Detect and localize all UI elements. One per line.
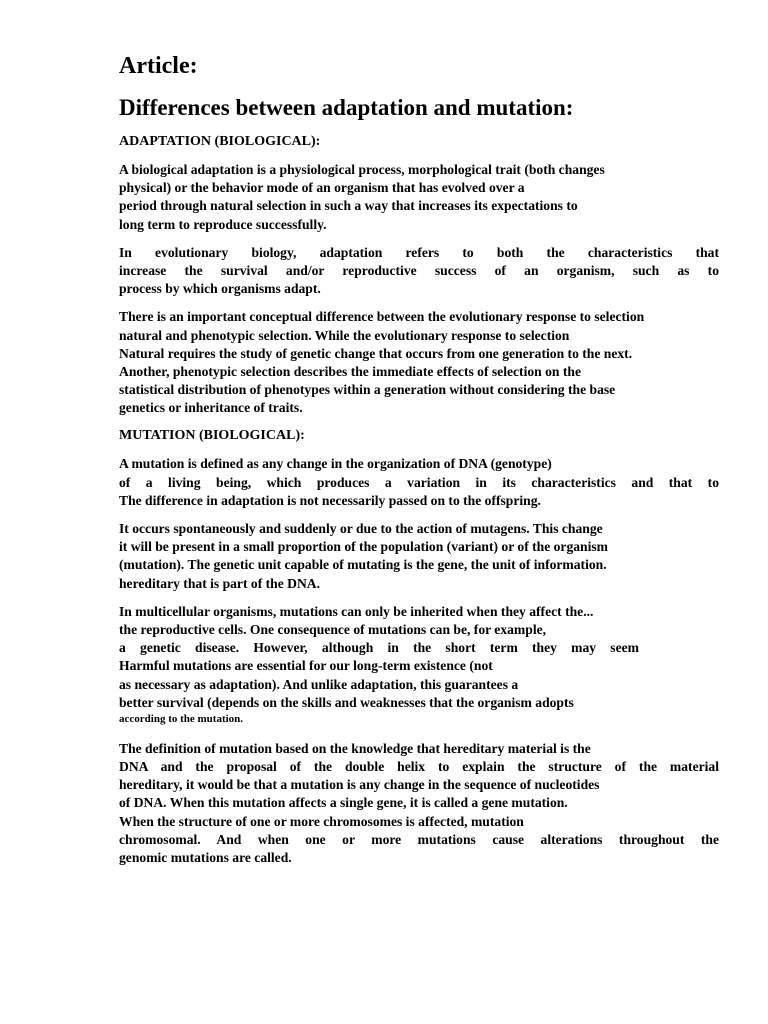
text-line: Harmful mutations are essential for our long-term existence (not bbox=[119, 658, 493, 674]
text-line: hereditary, it would be that a mutation is any change in the sequence of nucleotides bbox=[119, 777, 600, 793]
paragraph bbox=[119, 603, 719, 726]
text-line: Natural requires the study of genetic change that occurs from one generation to the next. bbox=[119, 345, 633, 361]
text-line: according to the mutation. bbox=[119, 712, 244, 725]
text-line: A mutation is defined as any change in the organization of DNA (genotype) bbox=[119, 456, 552, 472]
text-line: of DNA. When this mutation affects a single gene, it is called a gene mutation. bbox=[119, 795, 568, 811]
section-heading-adaptation: ADAPTATION (BIOLOGICAL): bbox=[119, 134, 321, 149]
text-line: the reproductive cells. One consequence of mutations can be, for example, bbox=[119, 621, 547, 637]
text-line: increase the survival and/or reproductive success of an organism, such as to bbox=[119, 262, 719, 278]
text-line: hereditary that is part of the DNA. bbox=[119, 575, 320, 591]
paragraph bbox=[119, 520, 719, 593]
text-line: long term to reproduce successfully. bbox=[119, 216, 327, 232]
text-line: When the structure of one or more chromosomes is affected, mutation bbox=[119, 813, 524, 829]
text-line: There is an important conceptual difference between the evolutionary response to selection bbox=[119, 309, 645, 325]
text-line: Another, phenotypic selection describes the immediate effects of selection on the bbox=[119, 363, 581, 379]
paragraph bbox=[119, 161, 719, 234]
text-line: period through natural selection in such a way that increases its expectations to bbox=[119, 198, 578, 214]
text-line: natural and phenotypic selection. While the evolutionary response to selection bbox=[119, 327, 570, 343]
text-line: DNA and the proposal of the double helix to explain the structure of the material bbox=[119, 759, 719, 775]
text-line: The difference in adaptation is not necessarily passed on to the offspring. bbox=[119, 492, 541, 508]
text-line: A biological adaptation is a physiological process, morphological trait (both changes bbox=[119, 162, 605, 177]
text-line: of a living being, which produces a variation in its characteristics and that to bbox=[119, 474, 719, 490]
page-title: Differences between adaptation and mutation: bbox=[119, 95, 574, 120]
text-line: In multicellular organisms, mutations can only be inherited when they affect the... bbox=[119, 603, 594, 619]
section-heading-mutation: MUTATION (BIOLOGICAL): bbox=[119, 428, 305, 444]
text-line: statistical distribution of phenotypes within a generation without considering the base bbox=[119, 382, 616, 398]
article-label: Article: bbox=[119, 53, 198, 79]
text-line: genetics or inheritance of traits. bbox=[119, 400, 303, 416]
text-line: better survival (depends on the skills and weaknesses that the organism adopts bbox=[119, 694, 574, 710]
text-line: chromosomal. And when one or more mutations cause alterations throughout the bbox=[119, 831, 719, 847]
document-page bbox=[119, 50, 719, 867]
text-line: a genetic disease. However, although in the short term they may seem bbox=[119, 640, 639, 656]
text-line: genomic mutations are called. bbox=[119, 850, 292, 865]
text-line: process by which organisms adapt. bbox=[119, 281, 321, 297]
text-line: (mutation). The genetic unit capable of mutating is the gene, the unit of information. bbox=[119, 557, 607, 573]
text-line: It occurs spontaneously and suddenly or due to the action of mutagens. This change bbox=[119, 521, 603, 536]
text-line: as necessary as adaptation). And unlike adaptation, this guarantees a bbox=[119, 676, 519, 692]
text-line: physical) or the behavior mode of an organism that has evolved over a bbox=[119, 180, 525, 196]
paragraph bbox=[119, 455, 719, 510]
text-line: In evolutionary biology, adaptation refers to both the characteristics that bbox=[119, 244, 719, 260]
paragraph bbox=[119, 740, 719, 867]
paragraph bbox=[119, 308, 719, 417]
paragraph bbox=[119, 244, 719, 299]
text-line: The definition of mutation based on the knowledge that hereditary material is the bbox=[119, 740, 591, 756]
text-line: it will be present in a small proportion of the population (variant) or of the organism bbox=[119, 539, 609, 555]
